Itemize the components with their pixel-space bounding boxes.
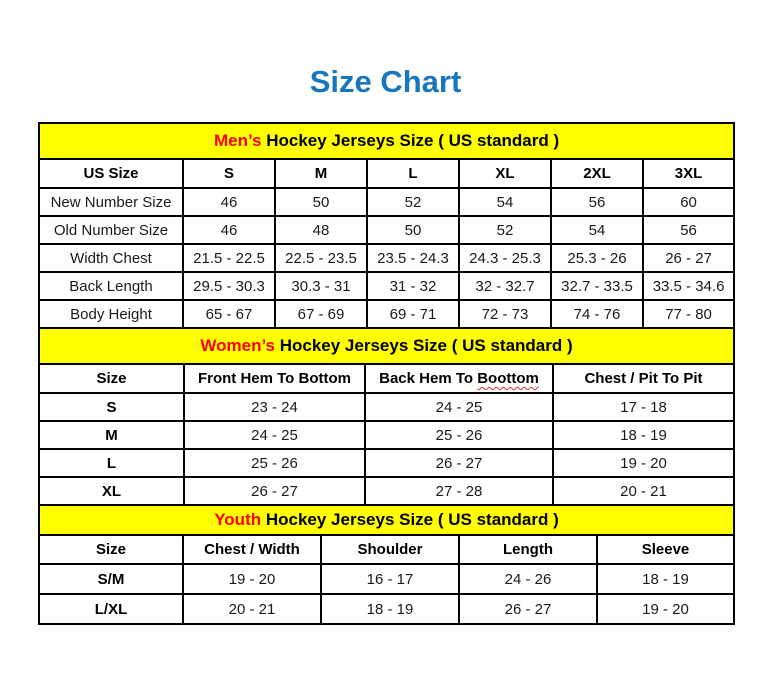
value-cell: 26 - 27 bbox=[459, 594, 597, 624]
mens-header-row bbox=[39, 159, 734, 188]
mens-size-table bbox=[38, 122, 735, 329]
column-header: Chest / Width bbox=[183, 535, 321, 564]
value-cell: 24 - 26 bbox=[459, 564, 597, 594]
row-label: S/M bbox=[39, 564, 183, 594]
value-cell: 29.5 - 30.3 bbox=[183, 272, 275, 300]
value-cell: 19 - 20 bbox=[553, 449, 734, 477]
column-header: 2XL bbox=[551, 159, 643, 188]
value-cell: 27 - 28 bbox=[365, 477, 553, 505]
value-cell: 21.5 - 22.5 bbox=[183, 244, 275, 272]
table-row bbox=[39, 216, 734, 244]
value-cell: 25 - 26 bbox=[365, 421, 553, 449]
value-cell: 33.5 - 34.6 bbox=[643, 272, 734, 300]
value-cell: 69 - 71 bbox=[367, 300, 459, 328]
column-header: S bbox=[183, 159, 275, 188]
value-cell: 67 - 69 bbox=[275, 300, 367, 328]
row-label: S bbox=[39, 393, 184, 421]
value-cell: 18 - 19 bbox=[553, 421, 734, 449]
page-title: Size Chart bbox=[309, 64, 462, 99]
size-tables-container bbox=[38, 122, 733, 625]
youth-band-row bbox=[39, 505, 734, 535]
value-cell: 19 - 20 bbox=[183, 564, 321, 594]
column-header: Sleeve bbox=[597, 535, 734, 564]
row-label: L/XL bbox=[39, 594, 183, 624]
youth-band-accent: Youth bbox=[214, 510, 262, 529]
table-row bbox=[39, 393, 734, 421]
value-cell: 23.5 - 24.3 bbox=[367, 244, 459, 272]
column-header: 3XL bbox=[643, 159, 734, 188]
mens-band-accent: Men’s bbox=[213, 131, 262, 150]
mens-band-text: Hockey Jerseys Size ( US standard ) bbox=[261, 131, 560, 150]
mens-band-row bbox=[39, 123, 734, 159]
youth-band-text: Hockey Jerseys Size ( US standard ) bbox=[261, 510, 559, 529]
value-cell: 20 - 21 bbox=[553, 477, 734, 505]
table-row bbox=[39, 300, 734, 328]
value-cell: 25.3 - 26 bbox=[551, 244, 643, 272]
column-header: Length bbox=[459, 535, 597, 564]
value-cell: 17 - 18 bbox=[553, 393, 734, 421]
table-row bbox=[39, 594, 734, 624]
row-label: XL bbox=[39, 477, 184, 505]
value-cell: 32.7 - 33.5 bbox=[551, 272, 643, 300]
value-cell: 52 bbox=[459, 216, 551, 244]
value-cell: 18 - 19 bbox=[597, 564, 734, 594]
column-header: Front Hem To Bottom bbox=[184, 364, 365, 393]
youth-size-table bbox=[38, 504, 735, 625]
value-cell: 30.3 - 31 bbox=[275, 272, 367, 300]
womens-section-header bbox=[39, 328, 734, 364]
value-cell: 50 bbox=[275, 188, 367, 216]
value-cell: 16 - 17 bbox=[321, 564, 459, 594]
value-cell: 26 - 27 bbox=[365, 449, 553, 477]
column-header: Size bbox=[39, 364, 184, 393]
value-cell: 19 - 20 bbox=[597, 594, 734, 624]
row-label: Width Chest bbox=[39, 244, 183, 272]
womens-band-accent: Women’s bbox=[200, 336, 275, 355]
value-cell: 52 bbox=[367, 188, 459, 216]
column-header-text: Back Hem To bbox=[379, 370, 478, 387]
row-label: Old Number Size bbox=[39, 216, 183, 244]
womens-band-row bbox=[39, 328, 734, 364]
column-header-misspelled bbox=[365, 364, 553, 393]
table-row bbox=[39, 477, 734, 505]
table-row bbox=[39, 244, 734, 272]
value-cell: 56 bbox=[643, 216, 734, 244]
row-label: Body Height bbox=[39, 300, 183, 328]
column-header: XL bbox=[459, 159, 551, 188]
value-cell: 46 bbox=[183, 188, 275, 216]
value-cell: 54 bbox=[551, 216, 643, 244]
table-row bbox=[39, 564, 734, 594]
table-row bbox=[39, 421, 734, 449]
value-cell: 54 bbox=[459, 188, 551, 216]
value-cell: 23 - 24 bbox=[184, 393, 365, 421]
value-cell: 20 - 21 bbox=[183, 594, 321, 624]
value-cell: 46 bbox=[183, 216, 275, 244]
column-header: L bbox=[367, 159, 459, 188]
value-cell: 50 bbox=[367, 216, 459, 244]
table-row bbox=[39, 272, 734, 300]
table-row bbox=[39, 449, 734, 477]
column-header: Chest / Pit To Pit bbox=[553, 364, 734, 393]
column-header: US Size bbox=[39, 159, 183, 188]
value-cell: 31 - 32 bbox=[367, 272, 459, 300]
table-row bbox=[39, 188, 734, 216]
value-cell: 18 - 19 bbox=[321, 594, 459, 624]
row-label: M bbox=[39, 421, 184, 449]
value-cell: 26 - 27 bbox=[184, 477, 365, 505]
womens-band-text: Hockey Jerseys Size ( US standard ) bbox=[275, 336, 573, 355]
value-cell: 22.5 - 23.5 bbox=[275, 244, 367, 272]
womens-header-row bbox=[39, 364, 734, 393]
value-cell: 56 bbox=[551, 188, 643, 216]
value-cell: 74 - 76 bbox=[551, 300, 643, 328]
column-header: M bbox=[275, 159, 367, 188]
spellcheck-underlined-word: Boottom bbox=[477, 370, 539, 387]
mens-section-header bbox=[39, 123, 734, 159]
value-cell: 77 - 80 bbox=[643, 300, 734, 328]
youth-section-header bbox=[39, 505, 734, 535]
value-cell: 25 - 26 bbox=[184, 449, 365, 477]
youth-header-row bbox=[39, 535, 734, 564]
womens-size-table bbox=[38, 327, 735, 506]
value-cell: 60 bbox=[643, 188, 734, 216]
row-label: Back Length bbox=[39, 272, 183, 300]
row-label: L bbox=[39, 449, 184, 477]
value-cell: 24 - 25 bbox=[365, 393, 553, 421]
value-cell: 48 bbox=[275, 216, 367, 244]
value-cell: 26 - 27 bbox=[643, 244, 734, 272]
value-cell: 24 - 25 bbox=[184, 421, 365, 449]
value-cell: 32 - 32.7 bbox=[459, 272, 551, 300]
column-header: Size bbox=[39, 535, 183, 564]
row-label: New Number Size bbox=[39, 188, 183, 216]
value-cell: 72 - 73 bbox=[459, 300, 551, 328]
column-header: Shoulder bbox=[321, 535, 459, 564]
value-cell: 24.3 - 25.3 bbox=[459, 244, 551, 272]
value-cell: 65 - 67 bbox=[183, 300, 275, 328]
